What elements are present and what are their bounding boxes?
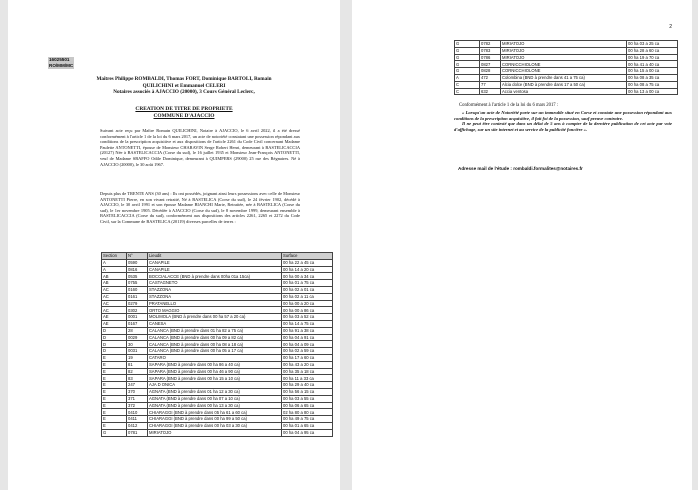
surface-cell: 00 ha 14 a 75 ca — [282, 320, 333, 327]
table-row — [102, 348, 333, 355]
lieudit-cell: BOCCIALACCE (BND à prendre dans 00ha 01a 15ca) — [148, 273, 282, 280]
number-cell: 0029 — [127, 334, 148, 341]
section-cell: AC — [102, 300, 127, 307]
number-cell: 19 — [127, 354, 148, 361]
lieudit-cell: CANESA — [148, 320, 282, 327]
surface-cell: 00 ha 03 a 52 ca — [282, 314, 333, 321]
section-cell: AE — [102, 320, 127, 327]
column-header: Lieudit — [148, 253, 282, 260]
section-cell: AB — [102, 280, 127, 287]
title-line: CREATION DE TITRE DE PROPRIETE — [135, 106, 233, 112]
surface-cell: 00 ha 49 a 75 ca — [282, 416, 333, 423]
lieudit-cell: STAZZONA — [148, 293, 282, 300]
lieudit-cell: CALANCA (BND à prendre dans 00 ha 08 a 18 ca) — [148, 341, 282, 348]
document-title — [68, 106, 300, 120]
table-row — [102, 354, 333, 361]
number-cell: 0167 — [127, 320, 148, 327]
office-email: Adresse mail de l'étude : rombaldi.formalites@notaires.fr — [458, 166, 583, 171]
number-cell: 0828 — [480, 68, 501, 75]
lieudit-cell: AJA D ONICA — [148, 382, 282, 389]
table-row — [102, 266, 333, 273]
table-row — [102, 382, 333, 389]
surface-cell: 00 ha 41 a 40 ca — [627, 61, 678, 68]
table-row — [455, 68, 678, 75]
column-header: Section — [102, 253, 127, 260]
header-line: Notaires associés à AJACCIO (20000), 3 Cours Général Leclerc, — [113, 89, 255, 96]
lieudit-cell: PRATANELLO — [148, 300, 282, 307]
section-cell: AE — [102, 314, 127, 321]
quote-paragraph: « Lorsqu'un acte de Notoriété porte sur un immeuble situé en Corse et constate une possession répondant aux conditions de la prescription acquisitive, il fait foi de la possession, sauf preuve contraire. — [454, 110, 672, 121]
number-cell: 472 — [480, 74, 501, 81]
lieudit-cell: CHIARAGGI (BND à prendre dans 05 ha 61 a 60 ca) — [148, 409, 282, 416]
lieudit-cell: CALANCA (BND à prendre dans 01 ha 82 a 75 ca) — [148, 327, 282, 334]
section-cell: G — [455, 61, 480, 68]
table-row — [102, 286, 333, 293]
surface-cell: 00 ha 00 a 34 ca — [282, 273, 333, 280]
lieudit-cell: CORNICCHIOLONE — [501, 68, 627, 75]
surface-cell: 00 ha 02 a 59 ca — [282, 348, 333, 355]
table-row — [102, 368, 333, 375]
surface-cell: 00 ha 43 a 20 ca — [282, 361, 333, 368]
surface-cell: 00 ha 01 a 75 ca — [282, 280, 333, 287]
lieudit-cell: CORNICCHIOLONE — [501, 61, 627, 68]
section-cell: E — [102, 382, 127, 389]
number-cell: 0816 — [127, 266, 148, 273]
surface-cell: 00 ha 03 a 55 ca — [282, 395, 333, 402]
section-cell: A — [102, 266, 127, 273]
table-row — [102, 429, 333, 436]
table-row — [102, 320, 333, 327]
section-cell: AC — [102, 293, 127, 300]
surface-cell: 00 ha 15 a 00 ca — [627, 68, 678, 75]
number-cell: 77 — [480, 81, 501, 88]
surface-cell: 00 ha 00 a 20 ca — [282, 300, 333, 307]
number-cell: 28 — [127, 327, 148, 334]
number-cell: 0031 — [127, 348, 148, 355]
section-cell: E — [102, 368, 127, 375]
section-cell: E — [102, 375, 127, 382]
legal-reference: Conformément à l'article 1 de la loi du 6 mars 2017 : — [459, 103, 559, 108]
table-row — [102, 293, 333, 300]
reference-line: 16025501 — [48, 57, 74, 63]
surface-cell: 00 ha 14 a 20 ca — [282, 266, 333, 273]
number-cell: 0786 — [480, 54, 501, 61]
lieudit-cell: Accia ventosa — [501, 88, 627, 95]
surface-cell: 00 ha 01 a 65 ca — [282, 422, 333, 429]
table-row — [455, 47, 678, 54]
header-line: QUILICHINI et Emmanuel CELERI — [142, 82, 226, 89]
table-row — [102, 402, 333, 409]
table-row — [102, 395, 333, 402]
section-cell: D — [102, 348, 127, 355]
parcels-table — [101, 252, 333, 437]
surface-cell: 00 ha 03 a 25 ca — [627, 41, 678, 48]
lieudit-cell: MIRIATOJO — [501, 41, 627, 48]
number-cell: 0755 — [127, 280, 148, 287]
page-number: 2 — [669, 24, 672, 30]
section-cell: G — [455, 54, 480, 61]
quote-paragraph: Il ne peut être contesté que dans un délai de 5 ans à compter de la dernière publication de cet acte par voie d'affichage, sur un site internet et au service de la publicité foncière ». — [454, 121, 672, 132]
section-cell: G — [455, 68, 480, 75]
number-cell: 371 — [127, 395, 148, 402]
paragraph-act: Suivant acte reçu par Maître Romain QUILICHINI, Notaire à AJACCIO, le 6 avril 2022, il a été dressé conformément à l'article 1 de la loi du 6 mars 2017, un acte de notoriété constatant une possession répondant aux conditions de la prescription acquisitive et aux dispositions de l'article 2261 du Code Civil concernant Madame Paulette ANTONETTI, épouse de Monsieur CHARAVIN Serge Robert Henri, demeurant à BASTELICACCIA (20127) Née à BASTELICACCIA (Corse du sud), le 16 juillet 1935 et Monsieur Jean-François ANTONETTI, veuf de Madame SBAFFO Odile Dominique, demeurant à QUIMPERS (29000) 25 rue des Régnaires. Né à AJACCIO (20000), le 30 août 1967. — [100, 128, 300, 167]
surface-cell: 00 ha 35 a 18 ca — [282, 368, 333, 375]
reference-line: RO/MM/MC — [49, 63, 74, 68]
lieudit-cell: CALANCA (BND à prendre dans 00 ha 05 a 17 ca) — [148, 348, 282, 355]
number-cell: 0001 — [127, 314, 148, 321]
table-row — [102, 388, 333, 395]
number-cell: 370 — [127, 388, 148, 395]
table-row — [102, 314, 333, 321]
number-cell: 0302 — [127, 307, 148, 314]
lieudit-cell: SAPARA (BND à prendre dans 00 ha 15 a 10 ca) — [148, 375, 282, 382]
notary-header — [68, 76, 300, 96]
table-row — [102, 375, 333, 382]
column-header: N° — [127, 253, 148, 260]
surface-cell: 00 ha 29 a 40 ca — [282, 382, 333, 389]
table-row — [102, 422, 333, 429]
table-row — [102, 300, 333, 307]
section-cell: E — [102, 416, 127, 423]
number-cell: 0412 — [127, 422, 148, 429]
surface-cell: 00 ha 06 a 65 ca — [282, 402, 333, 409]
lieudit-cell: CANAPILE — [148, 259, 282, 266]
lieudit-cell: Colombina (BND à prendre dans 41 a 75 ca) — [501, 74, 627, 81]
number-cell: 0781 — [127, 429, 148, 436]
number-cell: 0161 — [127, 293, 148, 300]
section-cell: AB — [102, 273, 127, 280]
number-cell: 372 — [127, 402, 148, 409]
document-page-1 — [8, 0, 340, 490]
number-cell: 81 — [127, 361, 148, 368]
lieudit-cell: CHIARAGGI (BND à prendre dans 00 ha 03 a 30 ca) — [148, 422, 282, 429]
surface-cell: 00 ha 04 a 91 ca — [282, 334, 333, 341]
number-cell: 83 — [127, 375, 148, 382]
parcels-table-continued — [454, 40, 678, 95]
section-cell: G — [102, 429, 127, 436]
section-cell: A — [455, 74, 480, 81]
table-row — [102, 416, 333, 423]
lieudit-cell: AGNATA (BND à prendre dans 00 ha 13 a 30 ca) — [148, 402, 282, 409]
table-row — [102, 273, 333, 280]
lieudit-cell: CANAPILE — [148, 266, 282, 273]
header-line: Maîtres Philippe ROMBALDI, Thomas FORT, Dominique BARTOLI, Romain — [96, 76, 272, 82]
surface-cell: 00 ha 56 a 15 ca — [282, 388, 333, 395]
table-row — [102, 409, 333, 416]
paragraph-possession: Depuis plus de TRENTE ANS (30 ans) : Ils ont possédés, joignant ainsi leurs possessions avec celle de Monsieur ANTONETTI Pierre, en son vivant retraité, Né à BASTELICA (Corse du sud), le 24 février 1902, décédé à AJACCIO, le 30 avril 1991 et son épouse Madame BIANCHI Marie, Retraitée, née à BASTELICA (Corse du sud), le 1er novembre 1905. Décédée à AJACCIO (Corse du sud), le 8 novembre 1999, demeurant ensemble à BASTELICACCIA (Corse du sud), conformément aux dispositions des articles 2261, 2265 et 2272 du Code Civil, sur la Commune de BASTELICA (20119) diverses parcelles de terres : — [100, 191, 300, 224]
section-cell: AC — [102, 307, 127, 314]
surface-cell: 00 ha 11 a 33 ca — [282, 375, 333, 382]
table-row — [102, 361, 333, 368]
table-row — [455, 61, 678, 68]
lieudit-cell: CALANCA (BND à prendre dans 00 ha 09 a 82 ca) — [148, 334, 282, 341]
number-cell: 0411 — [127, 416, 148, 423]
table-row — [102, 307, 333, 314]
section-cell: E — [102, 361, 127, 368]
surface-cell: 00 ha 91 a 38 ca — [282, 327, 333, 334]
section-cell: E — [102, 409, 127, 416]
title-line: COMMUNE D'AJACCIO — [153, 112, 215, 119]
number-cell: 0590 — [127, 259, 148, 266]
column-header: Surface — [282, 253, 333, 260]
section-cell: D — [102, 327, 127, 334]
surface-cell: 00 ha 17 a 60 ca — [282, 354, 333, 361]
lieudit-cell: CATARO — [148, 354, 282, 361]
number-cell: 247 — [127, 382, 148, 389]
section-cell: D — [102, 334, 127, 341]
section-cell: C — [455, 88, 480, 95]
section-cell: G — [455, 41, 480, 48]
number-cell: 0279 — [127, 300, 148, 307]
section-cell: E — [102, 395, 127, 402]
table-row — [455, 41, 678, 48]
section-cell: D — [102, 341, 127, 348]
lieudit-cell: ORTO MAGGIO — [148, 307, 282, 314]
table-row — [102, 327, 333, 334]
section-cell: E — [102, 388, 127, 395]
lieudit-cell: MIRIATOJO — [501, 47, 627, 54]
surface-cell: 00 ha 00 a 86 ca — [282, 307, 333, 314]
section-cell: G — [455, 47, 480, 54]
table-row — [455, 88, 678, 95]
lieudit-cell: MIRIATOJO — [501, 54, 627, 61]
lieudit-cell: MOLIMOLA (BND à prendre dans 00 ha 57 a 20 ca) — [148, 314, 282, 321]
section-cell: AC — [102, 286, 127, 293]
table-row — [455, 74, 678, 81]
lieudit-cell: AGNATA (BND à prendre dans 01 ha 12 a 30 ca) — [148, 388, 282, 395]
lieudit-cell: AGNATA (BND à prendre dans 00 ha 07 a 10 ca) — [148, 395, 282, 402]
table-row — [455, 54, 678, 61]
surface-cell: 00 ha 02 a 11 ca — [282, 293, 333, 300]
number-cell: 0782 — [480, 41, 501, 48]
table-row — [102, 334, 333, 341]
legal-quote — [454, 110, 672, 132]
number-cell: 82 — [127, 368, 148, 375]
number-cell: 0535 — [127, 273, 148, 280]
reference-code — [48, 57, 74, 69]
table-row — [102, 341, 333, 348]
number-cell: 0827 — [480, 61, 501, 68]
surface-cell: 00 ha 19 a 70 ca — [627, 54, 678, 61]
section-cell: A — [102, 259, 127, 266]
surface-cell: 00 ha 04 a 09 ca — [282, 341, 333, 348]
surface-cell: 00 ha 08 a 35 ca — [627, 74, 678, 81]
section-cell: C — [455, 81, 480, 88]
lieudit-cell: STAZZONA — [148, 286, 282, 293]
section-cell: E — [102, 402, 127, 409]
lieudit-cell: CASTAGNETO — [148, 280, 282, 287]
number-cell: 0160 — [127, 286, 148, 293]
surface-cell: 00 ha 08 a 75 ca — [627, 81, 678, 88]
lieudit-cell: Alcia dolce (BND à prendre dans 17 a 50 ca) — [501, 81, 627, 88]
surface-cell: 02 ha 80 a 80 ca — [282, 409, 333, 416]
surface-cell: 00 ha 13 a 00 ca — [627, 88, 678, 95]
surface-cell: 00 ha 04 a 95 ca — [282, 429, 333, 436]
surface-cell: 00 ha 22 a 45 ca — [282, 259, 333, 266]
lieudit-cell: SAPARA (BND à prendre dans 00 ha 86 a 40 ca) — [148, 361, 282, 368]
section-cell: E — [102, 422, 127, 429]
table-row — [102, 280, 333, 287]
lieudit-cell: MIRIATOJO — [148, 429, 282, 436]
number-cell: 0783 — [480, 47, 501, 54]
number-cell: 632 — [480, 88, 501, 95]
table-header-row — [102, 253, 333, 260]
lieudit-cell: CHIARAGGI (BND à prendre dans 00 ha 99 a 50 ca) — [148, 416, 282, 423]
surface-cell: 00 ha 02 a 01 ca — [282, 286, 333, 293]
table-row — [455, 81, 678, 88]
number-cell: 0410 — [127, 409, 148, 416]
table-row — [102, 259, 333, 266]
lieudit-cell: SAPARA (BND à prendre dans 00 ha 46 a 90 ca) — [148, 368, 282, 375]
surface-cell: 00 ha 28 a 60 ca — [627, 47, 678, 54]
section-cell: E — [102, 354, 127, 361]
number-cell: 30 — [127, 341, 148, 348]
document-page-2 — [352, 0, 692, 490]
